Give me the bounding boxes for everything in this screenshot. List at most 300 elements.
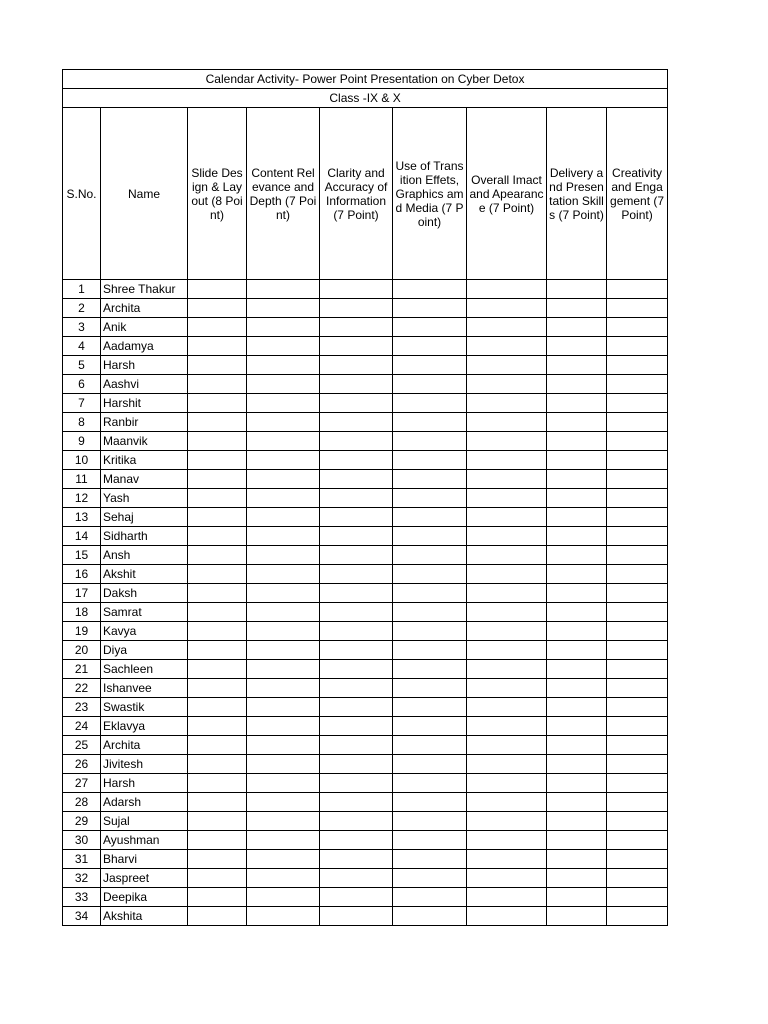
score-cell[interactable] [467,698,547,717]
serial-number-cell: 34 [63,907,101,926]
score-cell[interactable] [188,831,247,850]
table-row [63,451,668,470]
score-cell[interactable] [247,755,320,774]
score-cell[interactable] [393,451,467,470]
score-cell[interactable] [188,755,247,774]
score-cell[interactable] [320,660,393,679]
score-cell[interactable] [467,660,547,679]
score-cell[interactable] [393,736,467,755]
score-cell[interactable] [188,888,247,907]
score-cell[interactable] [467,489,547,508]
score-cell[interactable] [607,413,668,432]
score-cell[interactable] [188,641,247,660]
score-cell[interactable] [607,280,668,299]
score-cell[interactable] [547,812,607,831]
table-row [63,755,668,774]
score-cell[interactable] [247,527,320,546]
score-cell[interactable] [547,565,607,584]
score-cell[interactable] [188,679,247,698]
score-cell[interactable] [607,869,668,888]
score-cell[interactable] [393,907,467,926]
header-clarity-accuracy: Clarity and Accuracy of Information (7 Point) [320,108,393,280]
score-cell[interactable] [320,831,393,850]
score-cell[interactable] [393,660,467,679]
score-cell[interactable] [467,451,547,470]
score-cell[interactable] [320,736,393,755]
score-cell[interactable] [607,850,668,869]
serial-number-cell: 3 [63,318,101,337]
score-cell[interactable] [547,470,607,489]
table-row [63,394,668,413]
score-cell[interactable] [188,603,247,622]
score-cell[interactable] [547,413,607,432]
score-cell[interactable] [393,831,467,850]
score-cell[interactable] [547,432,607,451]
score-cell[interactable] [393,470,467,489]
score-cell[interactable] [467,717,547,736]
score-cell[interactable] [247,793,320,812]
score-cell[interactable] [467,565,547,584]
score-cell[interactable] [607,831,668,850]
score-cell[interactable] [320,546,393,565]
score-cell[interactable] [607,622,668,641]
score-cell[interactable] [607,641,668,660]
score-cell[interactable] [393,850,467,869]
score-cell[interactable] [467,527,547,546]
score-cell[interactable] [607,584,668,603]
score-cell[interactable] [467,812,547,831]
student-name-cell: Archita [101,736,188,755]
score-cell[interactable] [320,603,393,622]
score-cell[interactable] [320,337,393,356]
score-cell[interactable] [607,394,668,413]
score-cell[interactable] [247,489,320,508]
score-cell[interactable] [320,622,393,641]
score-cell[interactable] [467,907,547,926]
score-cell[interactable] [547,584,607,603]
score-cell[interactable] [467,508,547,527]
table-row [63,318,668,337]
score-cell[interactable] [320,793,393,812]
score-cell[interactable] [467,432,547,451]
score-cell[interactable] [607,812,668,831]
score-cell[interactable] [607,527,668,546]
table-row [63,907,668,926]
score-cell[interactable] [467,280,547,299]
score-cell[interactable] [188,546,247,565]
table-row [63,603,668,622]
score-cell[interactable] [247,375,320,394]
score-cell[interactable] [547,717,607,736]
score-cell[interactable] [393,641,467,660]
score-cell[interactable] [247,546,320,565]
score-cell[interactable] [467,603,547,622]
score-cell[interactable] [393,755,467,774]
score-cell[interactable] [547,546,607,565]
score-cell[interactable] [467,356,547,375]
header-content-relevance: Content Relevance and Depth (7 Point) [247,108,320,280]
score-cell[interactable] [393,603,467,622]
score-cell[interactable] [247,280,320,299]
score-cell[interactable] [547,869,607,888]
score-cell[interactable] [607,660,668,679]
score-cell[interactable] [188,489,247,508]
score-cell[interactable] [547,337,607,356]
score-cell[interactable] [467,831,547,850]
score-cell[interactable] [607,432,668,451]
score-cell[interactable] [467,736,547,755]
serial-number-cell: 21 [63,660,101,679]
score-cell[interactable] [547,299,607,318]
score-cell[interactable] [188,907,247,926]
score-cell[interactable] [467,470,547,489]
serial-number-cell: 26 [63,755,101,774]
student-name-cell: Bharvi [101,850,188,869]
score-cell[interactable] [247,413,320,432]
score-cell[interactable] [188,622,247,641]
student-name-cell: Shree Thakur [101,280,188,299]
score-cell[interactable] [320,527,393,546]
score-cell[interactable] [188,394,247,413]
table-row [63,622,668,641]
score-cell[interactable] [467,546,547,565]
score-cell[interactable] [547,603,607,622]
score-cell[interactable] [247,774,320,793]
score-cell[interactable] [607,318,668,337]
student-name-cell: Swastik [101,698,188,717]
student-name-cell: Sujal [101,812,188,831]
score-cell[interactable] [547,660,607,679]
score-cell[interactable] [547,831,607,850]
serial-number-cell: 31 [63,850,101,869]
score-cell[interactable] [393,356,467,375]
score-cell[interactable] [320,698,393,717]
score-cell[interactable] [393,888,467,907]
score-cell[interactable] [188,698,247,717]
score-cell[interactable] [247,831,320,850]
score-cell[interactable] [547,489,607,508]
score-cell[interactable] [467,622,547,641]
score-cell[interactable] [467,641,547,660]
score-cell[interactable] [467,869,547,888]
score-cell[interactable] [467,318,547,337]
score-cell[interactable] [607,489,668,508]
score-cell[interactable] [320,432,393,451]
score-cell[interactable] [188,565,247,584]
score-cell[interactable] [393,375,467,394]
score-cell[interactable] [467,793,547,812]
serial-number-cell: 25 [63,736,101,755]
student-name-cell: Daksh [101,584,188,603]
score-cell[interactable] [393,793,467,812]
student-name-cell: Yash [101,489,188,508]
score-cell[interactable] [188,660,247,679]
score-cell[interactable] [247,603,320,622]
score-cell[interactable] [320,413,393,432]
score-cell[interactable] [547,641,607,660]
score-cell[interactable] [467,888,547,907]
score-cell[interactable] [547,679,607,698]
score-cell[interactable] [607,698,668,717]
score-cell[interactable] [607,356,668,375]
table-row [63,432,668,451]
score-cell[interactable] [188,774,247,793]
score-cell[interactable] [188,318,247,337]
score-cell[interactable] [247,660,320,679]
score-cell[interactable] [247,299,320,318]
score-cell[interactable] [247,394,320,413]
student-name-cell: Harsh [101,774,188,793]
score-cell[interactable] [247,907,320,926]
score-cell[interactable] [320,280,393,299]
score-cell[interactable] [247,679,320,698]
score-cell[interactable] [320,318,393,337]
serial-number-cell: 33 [63,888,101,907]
score-cell[interactable] [393,584,467,603]
assessment-table [62,69,668,926]
score-cell[interactable] [188,432,247,451]
score-cell[interactable] [320,375,393,394]
score-cell[interactable] [320,356,393,375]
score-cell[interactable] [247,812,320,831]
score-cell[interactable] [607,451,668,470]
score-cell[interactable] [393,698,467,717]
score-cell[interactable] [247,584,320,603]
score-cell[interactable] [393,546,467,565]
score-cell[interactable] [607,717,668,736]
student-name-cell: Ishanvee [101,679,188,698]
score-cell[interactable] [393,622,467,641]
column-header-row [63,108,668,280]
score-cell[interactable] [467,299,547,318]
table-row [63,812,668,831]
header-delivery-presentation: Delivery and Presentation Skills (7 Point) [547,108,607,280]
score-cell[interactable] [188,527,247,546]
header-slide-design: Slide Design & Layout (8 Point) [188,108,247,280]
score-cell[interactable] [547,527,607,546]
student-name-cell: Samrat [101,603,188,622]
score-cell[interactable] [547,394,607,413]
score-cell[interactable] [467,774,547,793]
serial-number-cell: 30 [63,831,101,850]
score-cell[interactable] [320,850,393,869]
score-cell[interactable] [467,394,547,413]
score-cell[interactable] [467,337,547,356]
score-cell[interactable] [547,622,607,641]
score-cell[interactable] [547,318,607,337]
score-cell[interactable] [247,470,320,489]
score-cell[interactable] [467,413,547,432]
sheet-title: Calendar Activity- Power Point Presentation on Cyber Detox [63,70,668,89]
score-cell[interactable] [188,337,247,356]
header-sno: S.No. [63,108,101,280]
score-cell[interactable] [247,869,320,888]
score-cell[interactable] [393,337,467,356]
score-cell[interactable] [547,451,607,470]
score-cell[interactable] [247,432,320,451]
score-cell[interactable] [607,793,668,812]
serial-number-cell: 19 [63,622,101,641]
score-cell[interactable] [607,565,668,584]
serial-number-cell: 28 [63,793,101,812]
score-cell[interactable] [547,850,607,869]
score-cell[interactable] [188,812,247,831]
score-cell[interactable] [188,280,247,299]
score-cell[interactable] [247,565,320,584]
score-cell[interactable] [188,451,247,470]
serial-number-cell: 20 [63,641,101,660]
score-cell[interactable] [393,280,467,299]
score-cell[interactable] [188,375,247,394]
score-cell[interactable] [320,489,393,508]
score-cell[interactable] [393,413,467,432]
score-cell[interactable] [393,869,467,888]
score-cell[interactable] [547,508,607,527]
serial-number-cell: 10 [63,451,101,470]
score-cell[interactable] [607,907,668,926]
score-cell[interactable] [547,698,607,717]
score-cell[interactable] [607,736,668,755]
score-cell[interactable] [247,318,320,337]
table-row [63,831,668,850]
student-name-cell: Adarsh [101,793,188,812]
score-cell[interactable] [247,641,320,660]
score-cell[interactable] [188,584,247,603]
score-cell[interactable] [393,679,467,698]
score-cell[interactable] [320,565,393,584]
score-cell[interactable] [188,717,247,736]
score-cell[interactable] [320,888,393,907]
student-name-cell: Harsh [101,356,188,375]
score-cell[interactable] [320,679,393,698]
score-cell[interactable] [547,907,607,926]
score-cell[interactable] [188,356,247,375]
score-cell[interactable] [547,356,607,375]
score-cell[interactable] [247,888,320,907]
serial-number-cell: 11 [63,470,101,489]
score-cell[interactable] [393,318,467,337]
score-cell[interactable] [247,337,320,356]
score-cell[interactable] [393,774,467,793]
score-cell[interactable] [188,850,247,869]
score-cell[interactable] [320,907,393,926]
score-cell[interactable] [247,622,320,641]
serial-number-cell: 16 [63,565,101,584]
score-cell[interactable] [547,755,607,774]
score-cell[interactable] [188,508,247,527]
score-cell[interactable] [320,584,393,603]
score-cell[interactable] [607,508,668,527]
student-name-cell: Sachleen [101,660,188,679]
score-cell[interactable] [607,299,668,318]
score-cell[interactable] [607,755,668,774]
score-cell[interactable] [547,280,607,299]
student-name-cell: Harshit [101,394,188,413]
student-name-cell: Anik [101,318,188,337]
score-cell[interactable] [547,774,607,793]
score-cell[interactable] [320,394,393,413]
student-name-cell: Jaspreet [101,869,188,888]
score-cell[interactable] [607,375,668,394]
score-cell[interactable] [188,793,247,812]
score-cell[interactable] [547,736,607,755]
score-cell[interactable] [247,451,320,470]
score-cell[interactable] [393,394,467,413]
score-cell[interactable] [320,508,393,527]
score-cell[interactable] [393,527,467,546]
serial-number-cell: 4 [63,337,101,356]
score-cell[interactable] [247,736,320,755]
score-cell[interactable] [393,432,467,451]
score-cell[interactable] [320,755,393,774]
score-cell[interactable] [320,717,393,736]
score-cell[interactable] [247,698,320,717]
score-cell[interactable] [467,679,547,698]
score-cell[interactable] [467,850,547,869]
score-cell[interactable] [247,850,320,869]
score-cell[interactable] [320,812,393,831]
header-transition-graphics: Use of Transition Effets, Graphics amd Media (7 Point) [393,108,467,280]
table-row [63,413,668,432]
table-row [63,698,668,717]
score-cell[interactable] [393,717,467,736]
score-cell[interactable] [607,774,668,793]
score-cell[interactable] [467,375,547,394]
score-cell[interactable] [467,584,547,603]
score-cell[interactable] [393,565,467,584]
serial-number-cell: 9 [63,432,101,451]
score-cell[interactable] [247,508,320,527]
score-cell[interactable] [320,299,393,318]
table-row [63,888,668,907]
header-name: Name [101,108,188,280]
score-cell[interactable] [188,470,247,489]
score-cell[interactable] [320,641,393,660]
score-cell[interactable] [547,793,607,812]
score-cell[interactable] [607,337,668,356]
student-name-cell: Akshita [101,907,188,926]
score-cell[interactable] [320,451,393,470]
score-cell[interactable] [393,489,467,508]
score-cell[interactable] [320,470,393,489]
score-cell[interactable] [393,508,467,527]
student-name-cell: Maanvik [101,432,188,451]
score-cell[interactable] [247,356,320,375]
score-cell[interactable] [188,299,247,318]
table-row [63,356,668,375]
score-cell[interactable] [188,736,247,755]
score-cell[interactable] [188,413,247,432]
score-cell[interactable] [393,812,467,831]
table-row [63,584,668,603]
score-cell[interactable] [607,546,668,565]
score-cell[interactable] [188,869,247,888]
score-cell[interactable] [393,299,467,318]
score-cell[interactable] [320,869,393,888]
table-row [63,470,668,489]
table-row [63,565,668,584]
serial-number-cell: 1 [63,280,101,299]
score-cell[interactable] [320,774,393,793]
score-cell[interactable] [547,888,607,907]
score-cell[interactable] [247,717,320,736]
score-cell[interactable] [607,603,668,622]
score-cell[interactable] [547,375,607,394]
score-cell[interactable] [607,679,668,698]
score-cell[interactable] [467,755,547,774]
score-cell[interactable] [607,470,668,489]
score-cell[interactable] [607,888,668,907]
